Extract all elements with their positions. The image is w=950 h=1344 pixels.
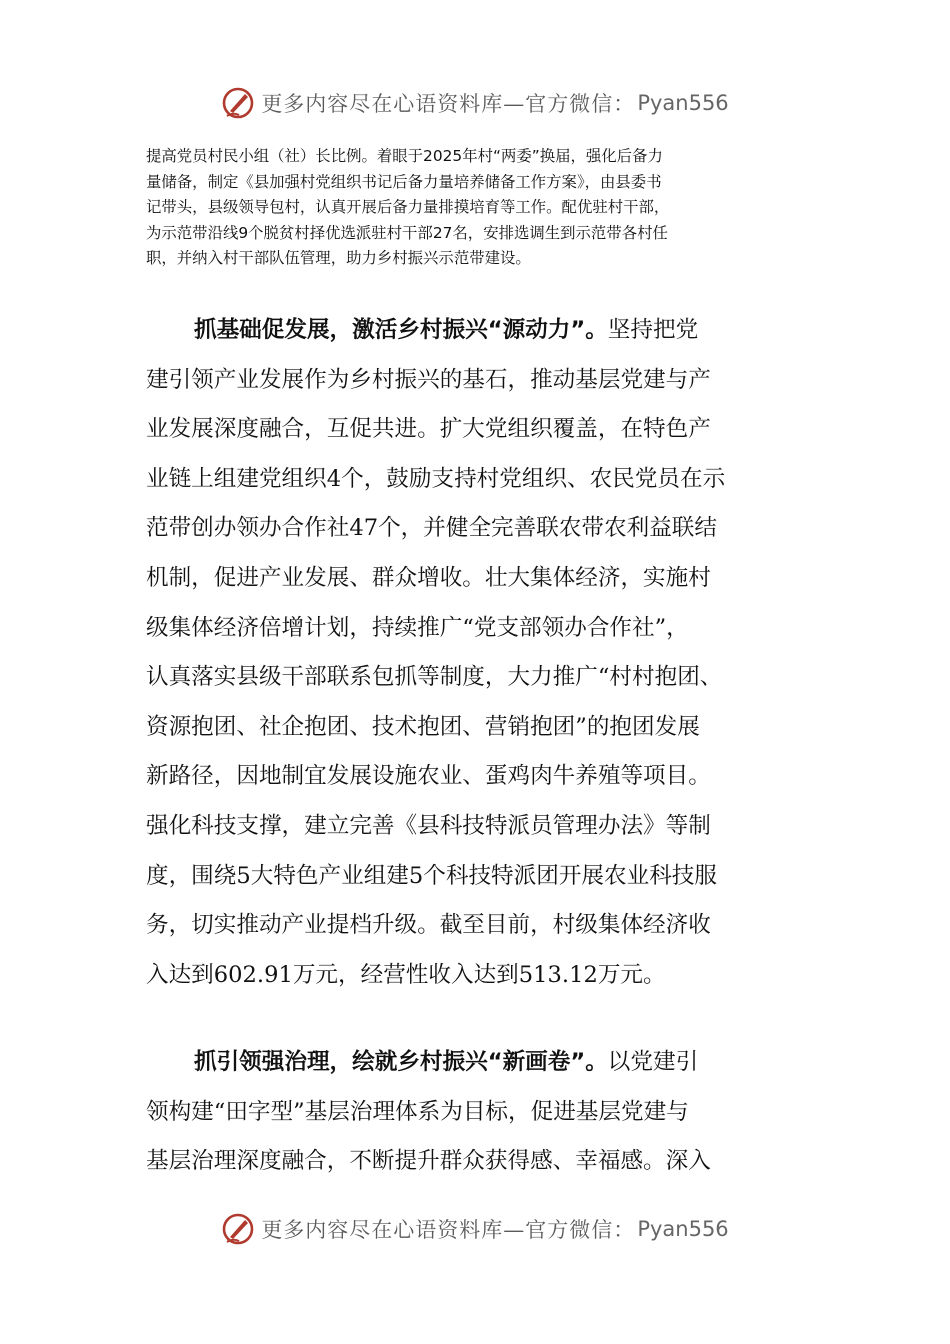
section-paragraph-2 bbox=[146, 1038, 811, 1187]
text-line: 领构建“田字型”基层治理体系为目标，促进基层党建与 bbox=[146, 1098, 689, 1125]
text-line: 业发展深度融合，互促共进。扩大党组织覆盖，在特色产 bbox=[146, 416, 711, 443]
pen-circle-logo-icon bbox=[221, 86, 255, 120]
text-line: 业链上组建党组织4个，鼓励支持村党组织、农民党员在示 bbox=[146, 465, 726, 492]
paragraph-first-line bbox=[146, 1038, 811, 1088]
section-heading: 抓引领强治理，绘就乡村振兴“新画卷”。 bbox=[194, 1049, 608, 1075]
text-line: 入达到602.91万元，经营性收入达到513.12万元。 bbox=[146, 961, 666, 988]
paragraph-first-line bbox=[146, 306, 811, 356]
text-line: 务，切实推动产业提档升级。截至目前，村级集体经济收 bbox=[146, 912, 711, 939]
header-banner bbox=[0, 86, 950, 120]
text-line: 基层治理深度融合，不断提升群众获得感、幸福感。深入 bbox=[146, 1148, 711, 1175]
text-line: 范带创办领办合作社47个，并健全完善联农带农利益联结 bbox=[146, 515, 717, 542]
text-run: 坚持把党 bbox=[607, 317, 699, 343]
banner-wechat-id: Pyan556 bbox=[637, 91, 729, 115]
text-line: 机制，促进产业发展、群众增收。壮大集体经济，实施村 bbox=[146, 564, 711, 591]
section-heading: 抓基础促发展，激活乡村振兴“源动力”。 bbox=[194, 317, 608, 343]
banner-wechat-id: Pyan556 bbox=[637, 1217, 729, 1241]
text-line: 职，并纳入村干部队伍管理，助力乡村振兴示范带建设。 bbox=[146, 249, 531, 267]
footer-banner bbox=[0, 1212, 950, 1246]
banner-text: 更多内容尽在心语资料库—官方微信： bbox=[261, 92, 636, 116]
section-paragraph-1 bbox=[146, 306, 811, 1000]
text-line: 新路径，因地制宜发展设施农业、蛋鸡肉牛养殖等项目。 bbox=[146, 763, 711, 790]
pen-circle-logo-icon bbox=[221, 1212, 255, 1246]
text-run: 以党建引 bbox=[607, 1049, 699, 1075]
intro-paragraph bbox=[146, 144, 826, 272]
text-line: 记带头，县级领导包村，认真开展后备力量排摸培育等工作。配优驻村干部， bbox=[146, 198, 670, 216]
text-line: 为示范带沿线9个脱贫村择优选派驻村干部27名，安排选调生到示范带各村任 bbox=[146, 223, 668, 242]
text-line: 级集体经济倍增计划，持续推广“党支部领办合作社”， bbox=[146, 614, 689, 641]
text-line: 提高党员村民小组（社）长比例。着眼于2025年村“两委”换届，强化后备力 bbox=[146, 147, 663, 165]
banner-text: 更多内容尽在心语资料库—官方微信： bbox=[261, 1218, 636, 1242]
text-line: 度，围绕5大特色产业组建5个科技特派团开展农业科技服 bbox=[146, 862, 717, 889]
text-line: 资源抱团、社企抱团、技术抱团、营销抱团”的抱团发展 bbox=[146, 713, 700, 740]
text-line: 建引领产业发展作为乡村振兴的基石，推动基层党建与产 bbox=[146, 366, 711, 393]
text-line: 认真落实县级干部联系包抓等制度，大力推广“村村抱团、 bbox=[146, 664, 723, 691]
text-line: 量储备，制定《县加强村党组织书记后备力量培养储备工作方案》，由县委书 bbox=[146, 172, 662, 191]
text-line: 强化科技支撑，建立完善《县科技特派员管理办法》等制 bbox=[146, 812, 711, 839]
